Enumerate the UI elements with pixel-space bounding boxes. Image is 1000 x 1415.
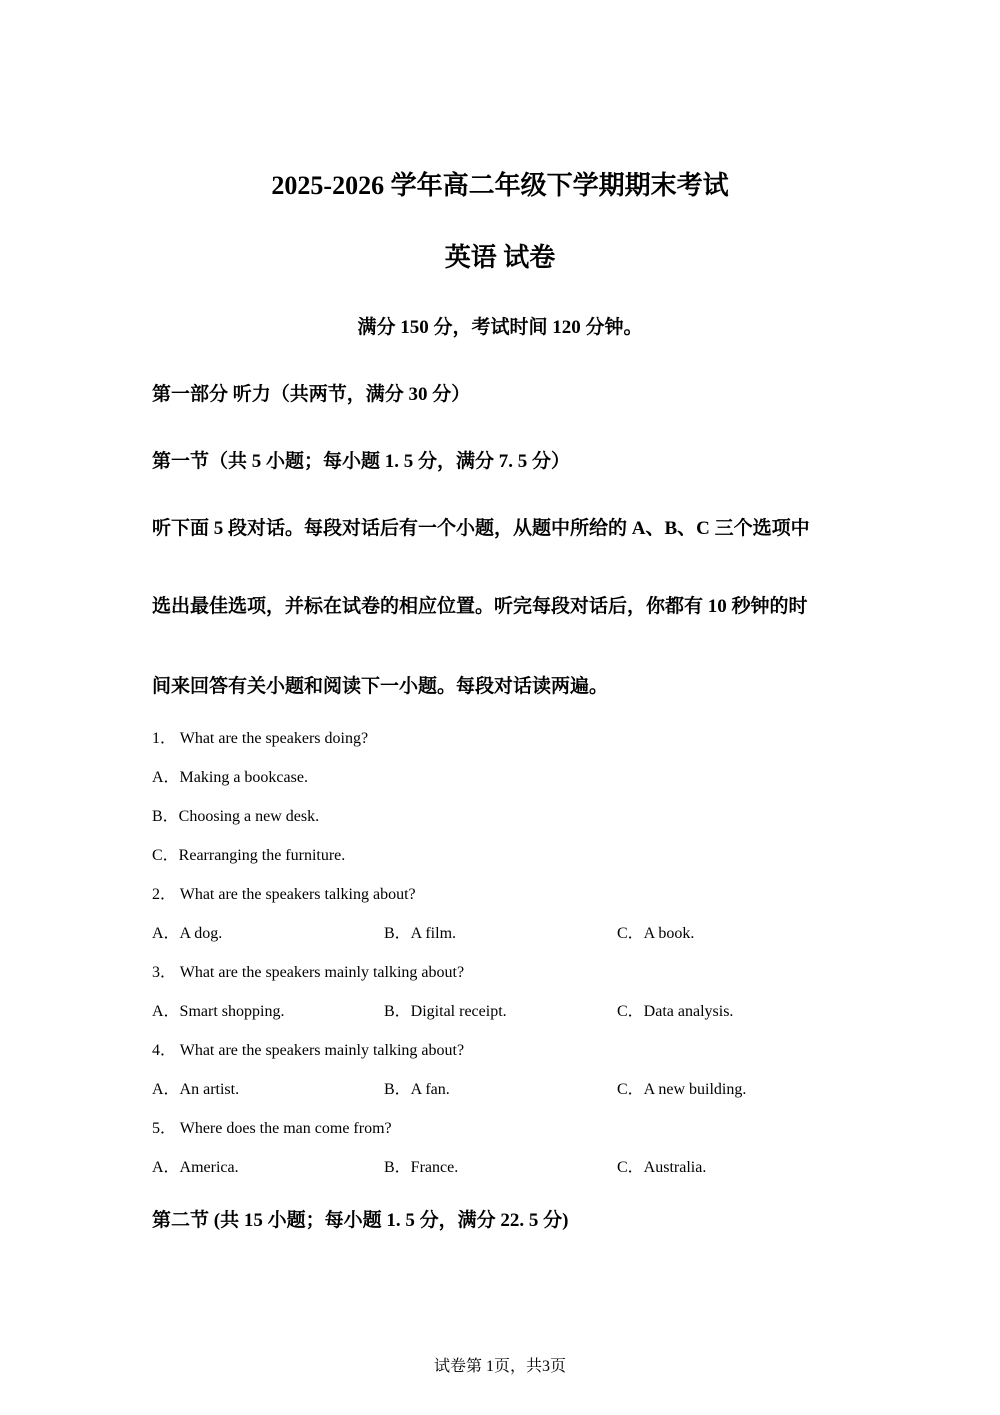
question-3-stem: 3． What are the speakers mainly talking about? bbox=[152, 964, 465, 981]
question-5-option-a: A．America. bbox=[152, 1159, 239, 1176]
question-4-stem: 4． What are the speakers mainly talking about? bbox=[152, 1042, 465, 1059]
exam-subtitle: 英语 试卷 bbox=[444, 243, 556, 272]
question-5-stem: 5． Where does the man come from? bbox=[152, 1120, 392, 1137]
exam-title: 2025-2026 学年高二年级下学期期末考试 bbox=[271, 171, 729, 200]
part1-heading: 第一部分 听力（共两节，满分 30 分） bbox=[152, 384, 471, 405]
question-4-option-a: A．An artist. bbox=[152, 1081, 240, 1098]
instruction-line-3: 间来回答有关小题和阅读下一小题。每段对话读两遍。 bbox=[152, 676, 609, 697]
exam-info: 满分 150 分，考试时间 120 分钟。 bbox=[357, 317, 643, 338]
question-5-option-b: B．France. bbox=[384, 1159, 459, 1176]
section2-heading: 第二节 (共 15 小题；每小题 1. 5 分，满分 22. 5 分) bbox=[152, 1210, 569, 1231]
question-1-option-c: C．Rearranging the furniture. bbox=[152, 847, 346, 864]
question-1-stem: 1． What are the speakers doing? bbox=[152, 730, 369, 747]
question-5-option-c: C．Australia. bbox=[617, 1159, 707, 1176]
question-2-option-b: B．A film. bbox=[384, 925, 457, 942]
question-3-option-b: B．Digital receipt. bbox=[384, 1003, 507, 1020]
page-footer: 试卷第 1页，共3页 bbox=[433, 1358, 566, 1375]
question-1-option-b: B．Choosing a new desk. bbox=[152, 808, 320, 825]
question-4-option-b: B．A fan. bbox=[384, 1081, 450, 1098]
instruction-line-1: 听下面 5 段对话。每段对话后有一个小题，从题中所给的 A、B、C 三个选项中 bbox=[152, 518, 810, 539]
question-2-option-c: C．A book. bbox=[617, 925, 695, 942]
question-4-option-c: C．A new building. bbox=[617, 1081, 747, 1098]
question-3-option-a: A．Smart shopping. bbox=[152, 1003, 285, 1020]
question-2-stem: 2． What are the speakers talking about? bbox=[152, 886, 416, 903]
question-2-option-a: A．A dog. bbox=[152, 925, 223, 942]
question-3-option-c: C．Data analysis. bbox=[617, 1003, 734, 1020]
question-1-option-a: A．Making a bookcase. bbox=[152, 769, 308, 786]
instruction-line-2: 选出最佳选项，并标在试卷的相应位置。听完每段对话后，你都有 10 秒钟的时 bbox=[152, 596, 808, 617]
section1-heading: 第一节（共 5 小题；每小题 1. 5 分，满分 7. 5 分） bbox=[152, 451, 571, 472]
